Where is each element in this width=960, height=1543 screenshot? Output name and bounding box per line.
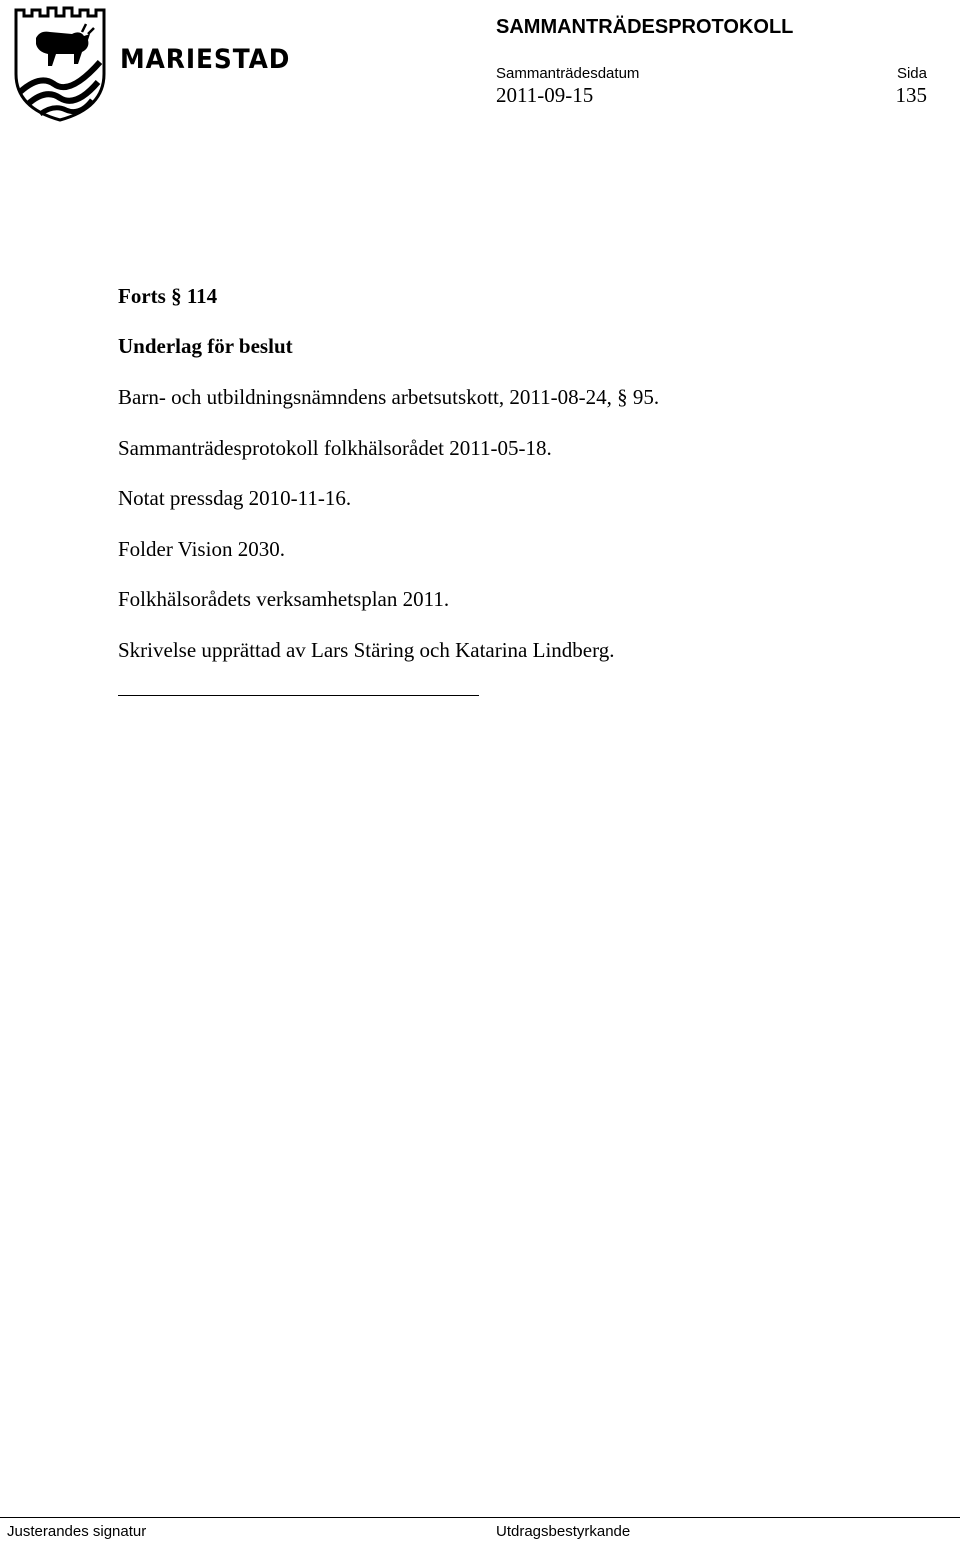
basis-for-decision-heading: Underlag för beslut bbox=[118, 334, 293, 358]
list-item: Notat pressdag 2010-11-16. bbox=[118, 486, 352, 510]
list-item: Sammanträdesprotokoll folkhälsorådet 2011-05-18. bbox=[118, 435, 552, 460]
list-item: Folder Vision 2030. bbox=[118, 536, 285, 561]
section-heading: Forts § 114 bbox=[118, 284, 218, 308]
list-item: Barn- och utbildningsnämndens arbetsutskott, 2011-08-24, § 95. bbox=[118, 385, 660, 409]
footer-divider bbox=[0, 1517, 960, 1518]
coat-of-arms-icon bbox=[10, 4, 110, 122]
signature-label: Justerandes signatur bbox=[7, 1523, 147, 1540]
document-title: SAMMANTRÄDESPROTOKOLL bbox=[496, 16, 794, 38]
page-number: 135 bbox=[895, 83, 927, 107]
list-item: Skrivelse upprättad av Lars Stäring och Katarina Lindberg. bbox=[118, 637, 615, 662]
certification-label: Utdragsbestyrkande bbox=[496, 1523, 631, 1540]
municipality-logo bbox=[10, 4, 291, 122]
supporting-documents-list bbox=[118, 384, 659, 687]
section-end-divider bbox=[118, 695, 479, 696]
meeting-date-value: 2011-09-15 bbox=[496, 83, 594, 107]
logo-wordmark: MARIESTAD bbox=[120, 44, 291, 75]
page-label: Sida bbox=[896, 65, 927, 82]
meeting-date-label: Sammanträdesdatum bbox=[496, 65, 640, 82]
list-item: Folkhälsorådets verksamhetsplan 2011. bbox=[118, 587, 450, 611]
